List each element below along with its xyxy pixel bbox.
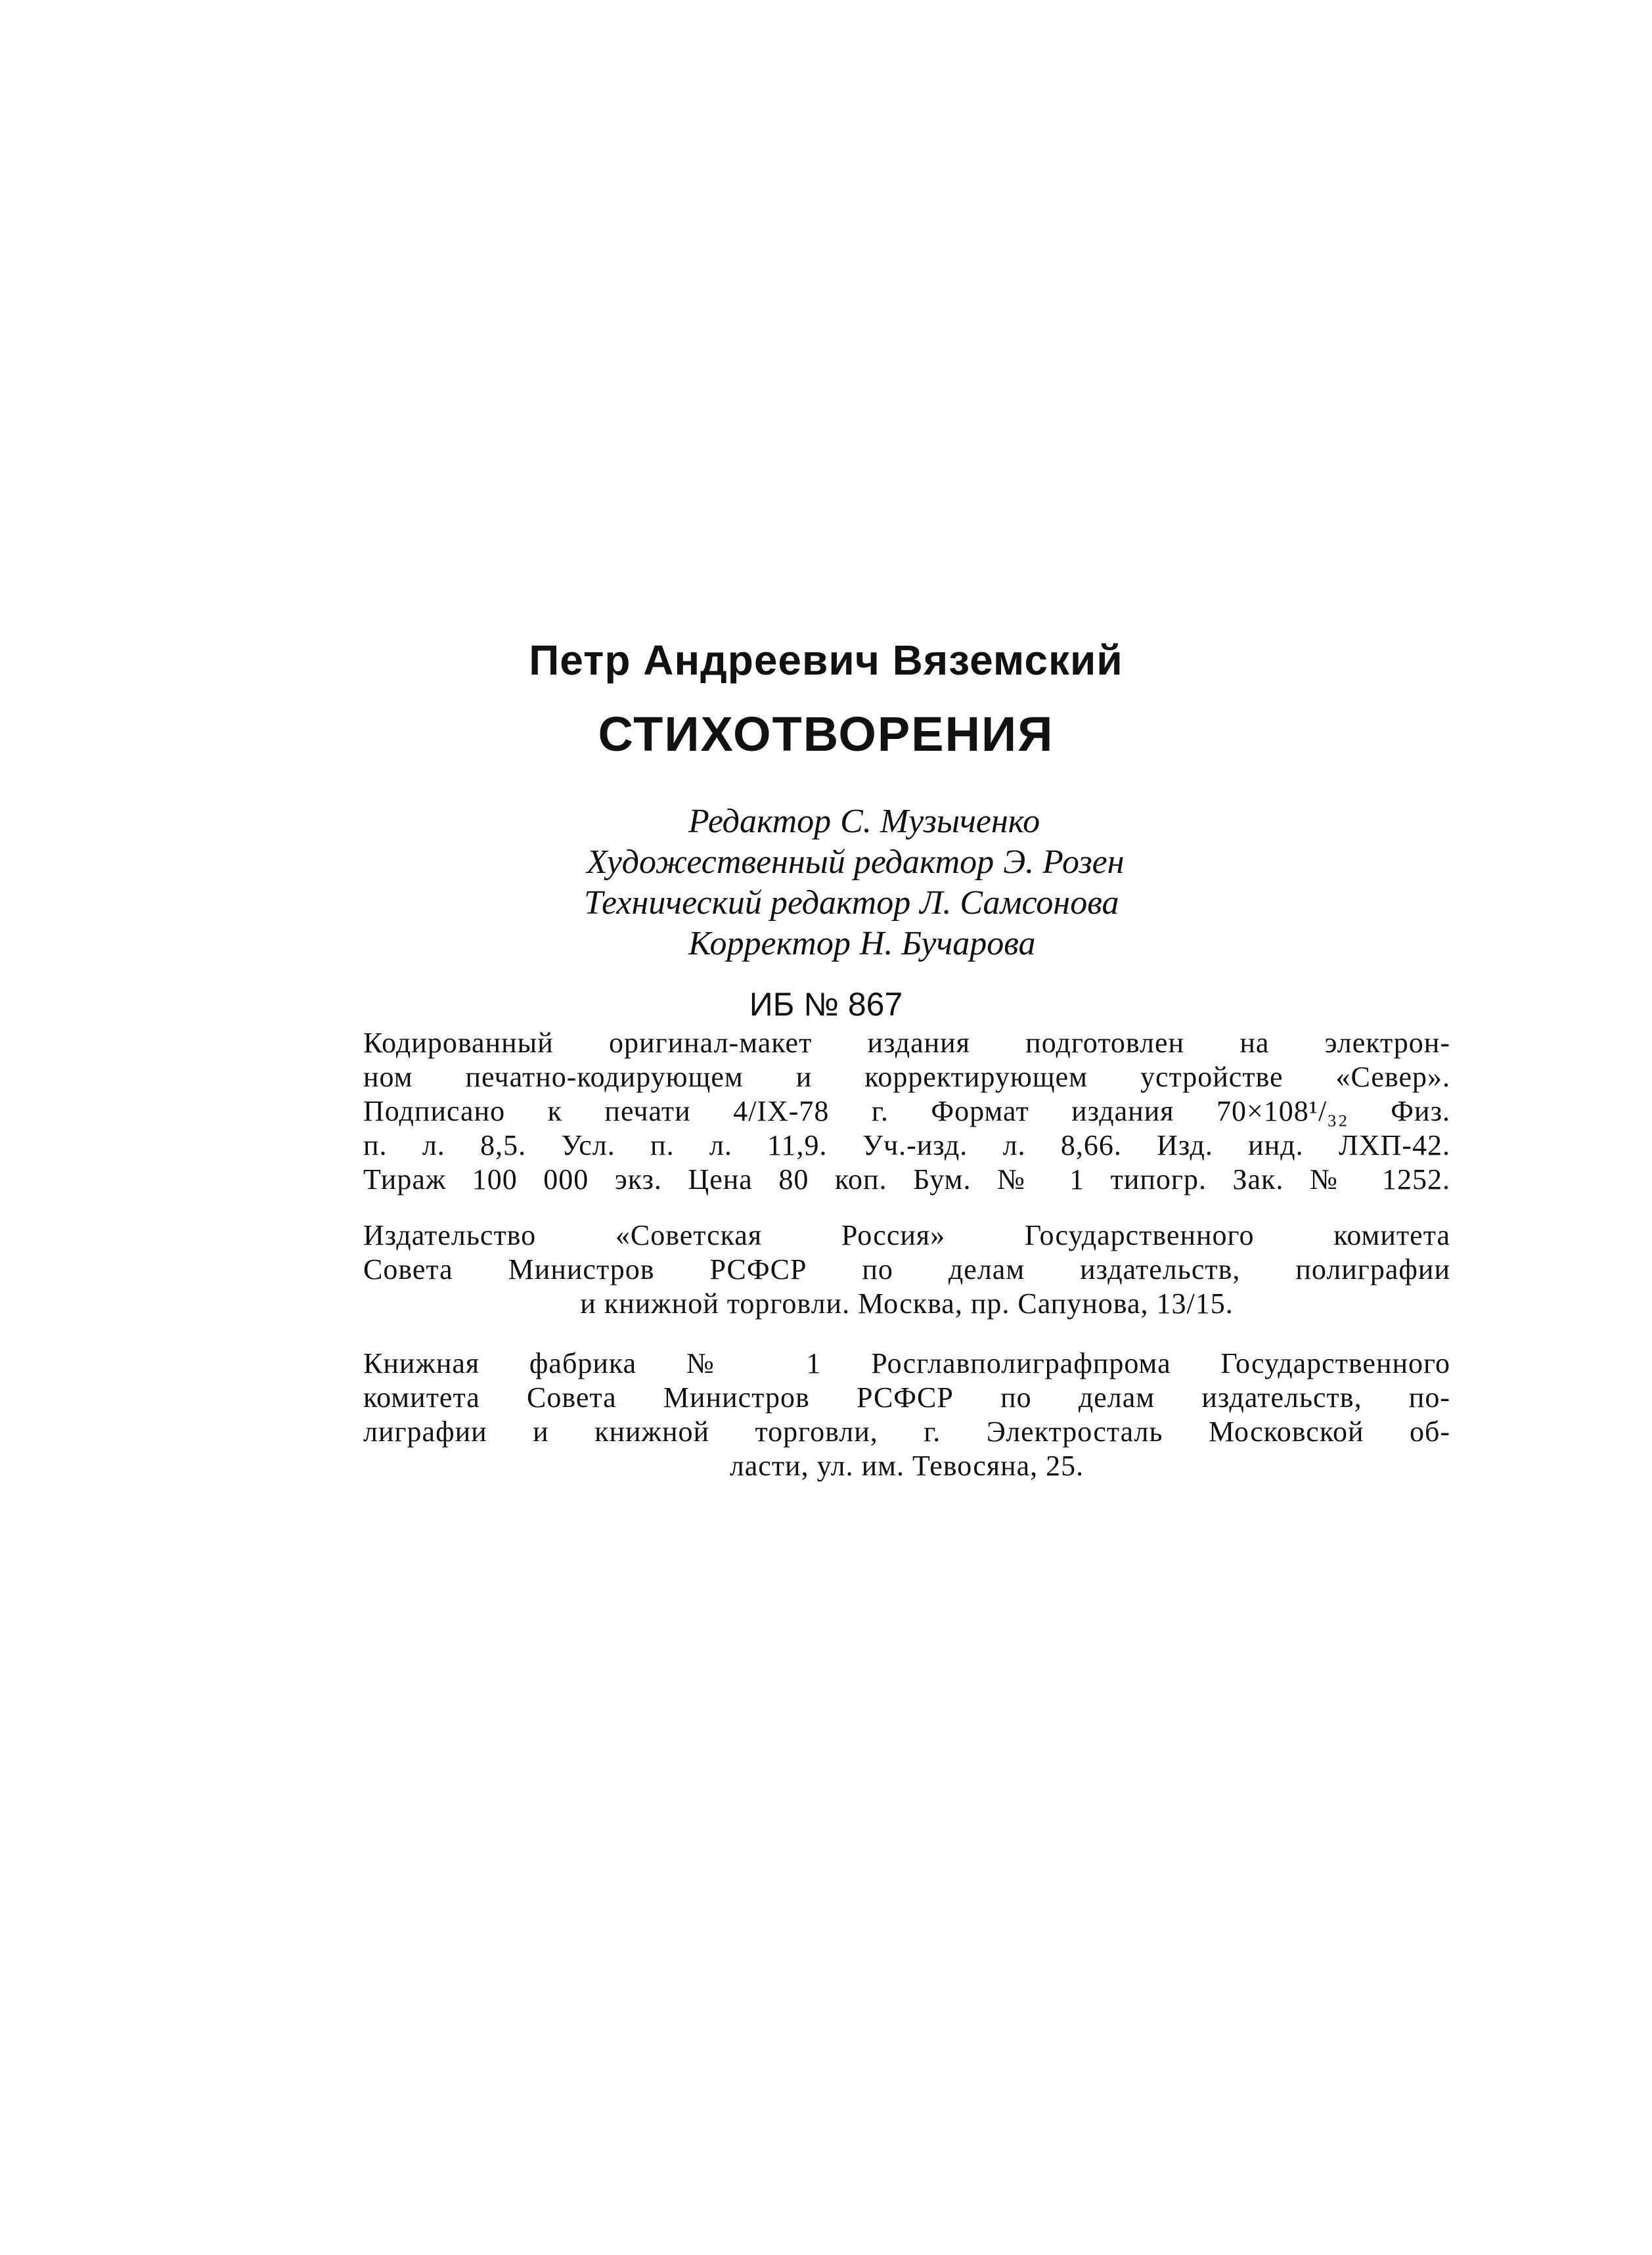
credit-person: С. Музыченко: [840, 803, 1040, 840]
credit-person: Э. Розен: [1003, 843, 1125, 881]
technical-info-line: п. л. 8,5. Усл. п. л. 11,9. Уч.-изд. л. 8,66. Изд. инд. ЛХП-42.: [363, 1129, 1450, 1161]
credit-editor: [688, 801, 1652, 842]
credit-person: Н. Бучарова: [859, 925, 1036, 962]
credit-role: Корректор: [688, 925, 851, 962]
credit-proofreader: [688, 924, 1652, 964]
publisher-info-line: и книжной торговли. Москва, пр. Сапунова, 13/15.: [580, 1287, 1234, 1320]
printer-info-line: лиграфии и книжной торговли, г. Электросталь Московской об-: [363, 1416, 1450, 1448]
credit-role: Художественный редактор: [587, 843, 994, 881]
technical-info-line: Тираж 100 000 экз. Цена 80 коп. Бум. № 1 типогр. Зак. № 1252.: [363, 1163, 1450, 1195]
credits-list: [0, 801, 1652, 964]
printer-info-line: Книжная фабрика № 1 Росглавполиграфпрома Государственного: [363, 1347, 1450, 1379]
printer-info: [363, 1347, 1450, 1483]
technical-info-line: Кодированный оригинал-макет издания подготовлен на электрон-: [363, 1027, 1450, 1059]
technical-info-line: ном печатно-кодирующем и корректирующем устройстве «Север».: [363, 1061, 1450, 1093]
credit-person: Л. Самсонова: [920, 884, 1119, 922]
technical-info-line: Подписано к печати 4/IX-78 г. Формат издания 70×108¹/₃₂ Физ.: [363, 1095, 1450, 1127]
publisher-info: [363, 1218, 1450, 1321]
credit-tech-editor: [584, 883, 1652, 924]
book-title: СТИХОТВОРЕНИЯ: [598, 707, 1054, 761]
printer-info-line: комитета Совета Министров РСФСР по делам издательств, по-: [363, 1381, 1450, 1414]
credit-art-editor: [587, 842, 1652, 883]
technical-info: [363, 1026, 1450, 1197]
author-name: Петр Андреевич Вяземский: [529, 636, 1123, 684]
publisher-info-line: Совета Министров РСФСР по делам издательств, полиграфии: [363, 1253, 1450, 1285]
publisher-info-line: Издательство «Советская Россия» Государственного комитета: [363, 1219, 1450, 1251]
ib-number: ИБ № 867: [749, 986, 903, 1023]
credit-role: Технический редактор: [584, 884, 911, 922]
printer-info-line: ласти, ул. им. Тевосяна, 25.: [729, 1450, 1084, 1482]
credit-role: Редактор: [688, 803, 832, 840]
